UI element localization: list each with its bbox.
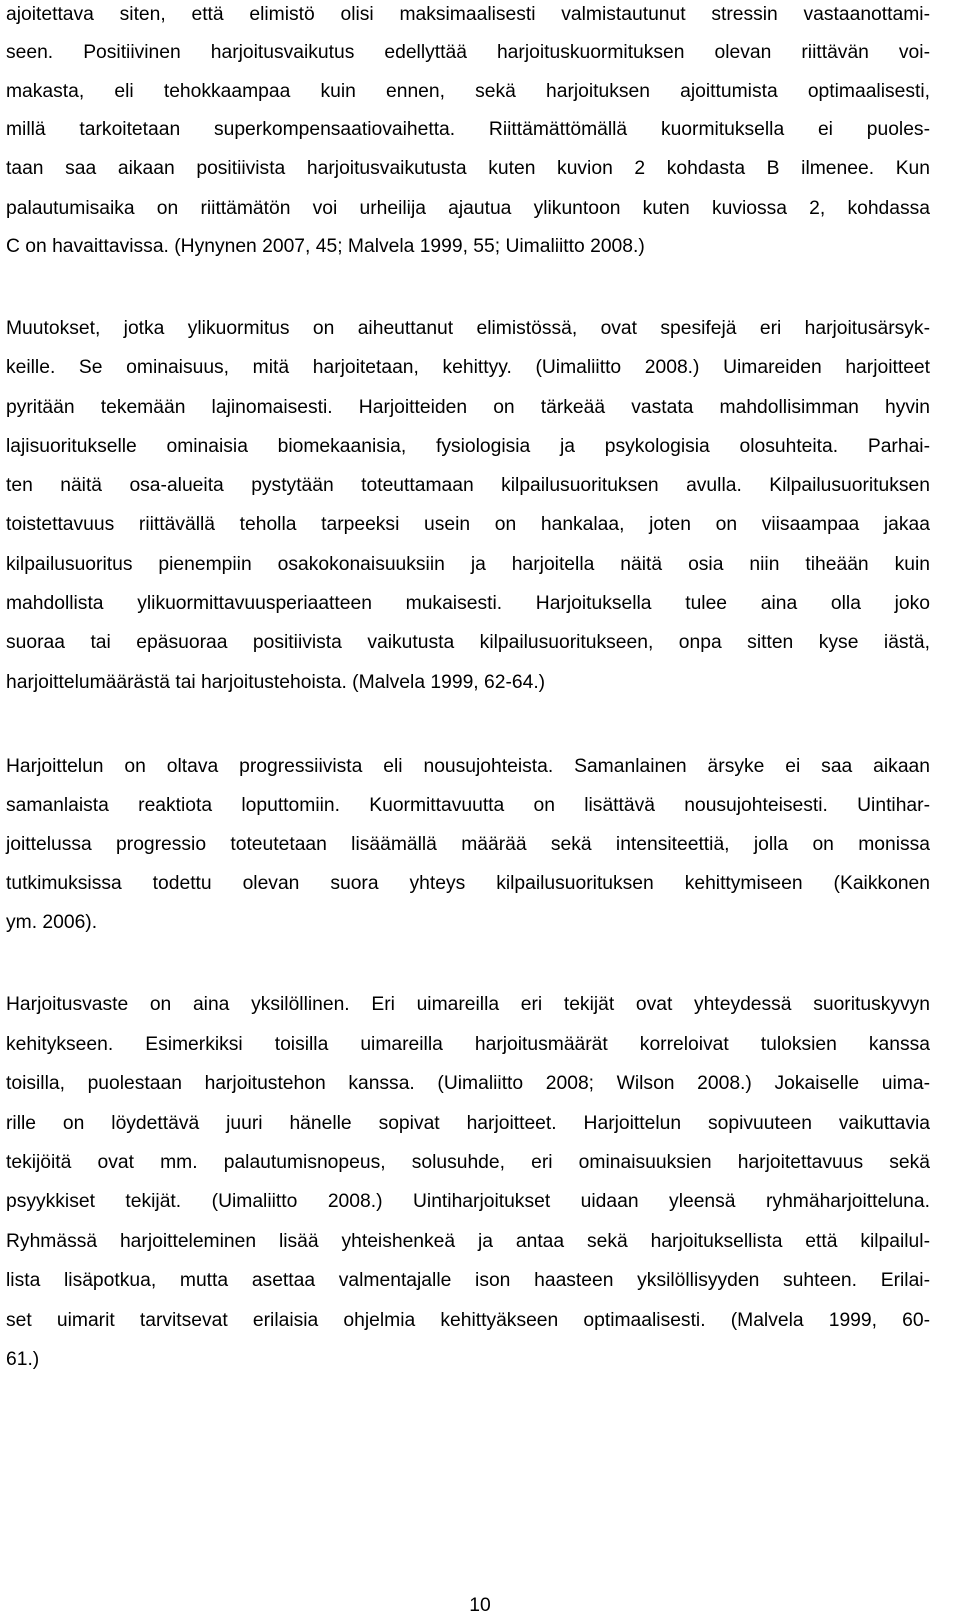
text-line: millä tarkoitetaan superkompensaatiovaihetta. Riittämättömällä kuormituksella ei puoles- [6, 119, 930, 140]
text-line: 61.) [6, 1349, 40, 1370]
text-line: makasta, eli tehokkaampaa kuin ennen, sekä harjoituksen ajoittumista optimaalisesti, [6, 81, 930, 102]
text-line: joittelussa progressio toteutetaan lisäämällä määrää sekä intensiteettiä, jolla on monissa [6, 834, 930, 855]
text-line: toistettavuus riittävällä teholla tarpeeksi usein on hankalaa, joten on viisaampaa jakaa [6, 514, 930, 535]
text-line: psyykkiset tekijät. (Uimaliitto 2008.) Uintiharjoitukset uidaan yleensä ryhmäharjoitteluna. [6, 1191, 930, 1212]
page-number: 10 [469, 1595, 491, 1616]
text-line: ten näitä osa-alueita pystytään toteuttamaan kilpailusuorituksen avulla. Kilpailusuorituksen [6, 475, 930, 496]
text-line: set uimarit tarvitsevat erilaisia ohjelmia kehittyäkseen optimaalisesti. (Malvela 1999, 60- [6, 1310, 930, 1331]
text-line: kehitykseen. Esimerkiksi toisilla uimareilla harjoitusmäärät korreloivat tuloksien kanssa [6, 1034, 930, 1055]
text-line: tekijöitä ovat mm. palautumisnopeus, solusuhde, eri ominaisuuksien harjoitettavuus sekä [6, 1152, 930, 1173]
text-line: Ryhmässä harjoitteleminen lisää yhteishenkeä ja antaa sekä harjoituksellista että kilpailul- [6, 1231, 930, 1252]
text-line: seen. Positiivinen harjoitusvaikutus edellyttää harjoituskuormituksen olevan riittävän voi- [6, 42, 930, 63]
text-line: tutkimuksissa todettu olevan suora yhteys kilpailusuorituksen kehittymiseen (Kaikkonen [6, 873, 930, 894]
text-line: Muutokset, jotka ylikuormitus on aiheuttanut elimistössä, ovat spesifejä eri harjoitusärsyk- [6, 318, 930, 339]
text-line: Harjoitusvaste on aina yksilöllinen. Eri uimareilla eri tekijät ovat yhteydessä suorituskyvyn [6, 994, 930, 1015]
text-line: C on havaittavissa. (Hynynen 2007, 45; Malvela 1999, 55; Uimaliitto 2008.) [6, 236, 645, 257]
text-line: keille. Se ominaisuus, mitä harjoitetaan, kehittyy. (Uimaliitto 2008.) Uimareiden harjoitteet [6, 357, 930, 378]
text-line: mahdollista ylikuormittavuusperiaatteen mukaisesti. Harjoituksella tulee aina olla joko [6, 593, 930, 614]
text-line: taan saa aikaan positiivista harjoitusvaikutusta kuten kuvion 2 kohdasta B ilmenee. Kun [6, 158, 930, 179]
text-line: ym. 2006). [6, 912, 98, 933]
text-line: suoraa tai epäsuoraa positiivista vaikutusta kilpailusuoritukseen, onpa sitten kyse iästä, [6, 632, 930, 653]
text-line: lista lisäpotkua, mutta asettaa valmentajalle ison haasteen yksilöllisyyden suhteen. Erilai- [6, 1270, 930, 1291]
text-line: Harjoittelun on oltava progressiivista eli nousujohteista. Samanlainen ärsyke ei saa aikaan [6, 756, 930, 777]
text-line: pyritään tekemään lajinomaisesti. Harjoitteiden on tärkeää vastata mahdollisimman hyvin [6, 397, 930, 418]
text-line: lajisuoritukselle ominaisia biomekaanisia, fysiologisia ja psykologisia olosuhteita. Parhai- [6, 436, 930, 457]
text-line: harjoittelumäärästä tai harjoitustehoista. (Malvela 1999, 62-64.) [6, 672, 546, 693]
text-line: kilpailusuoritus pienempiin osakokonaisuuksiin ja harjoitella näitä osia niin tiheään kuin [6, 554, 930, 575]
text-line: rille on löydettävä juuri hänelle sopivat harjoitteet. Harjoittelun sopivuuteen vaikuttavia [6, 1113, 930, 1134]
text-line: ajoitettava siten, että elimistö olisi maksimaalisesti valmistautunut stressin vastaanottami- [6, 4, 930, 25]
text-line: palautumisaika on riittämätön voi urheilija ajautua ylikuntoon kuten kuviossa 2, kohdassa [6, 198, 930, 219]
text-line: toisilla, puolestaan harjoitustehon kanssa. (Uimaliitto 2008; Wilson 2008.) Jokaiselle uima- [6, 1073, 930, 1094]
text-line: samanlaista reaktiota loputtomiin. Kuormittavuutta on lisättävä nousujohteisesti. Uintihar- [6, 795, 930, 816]
